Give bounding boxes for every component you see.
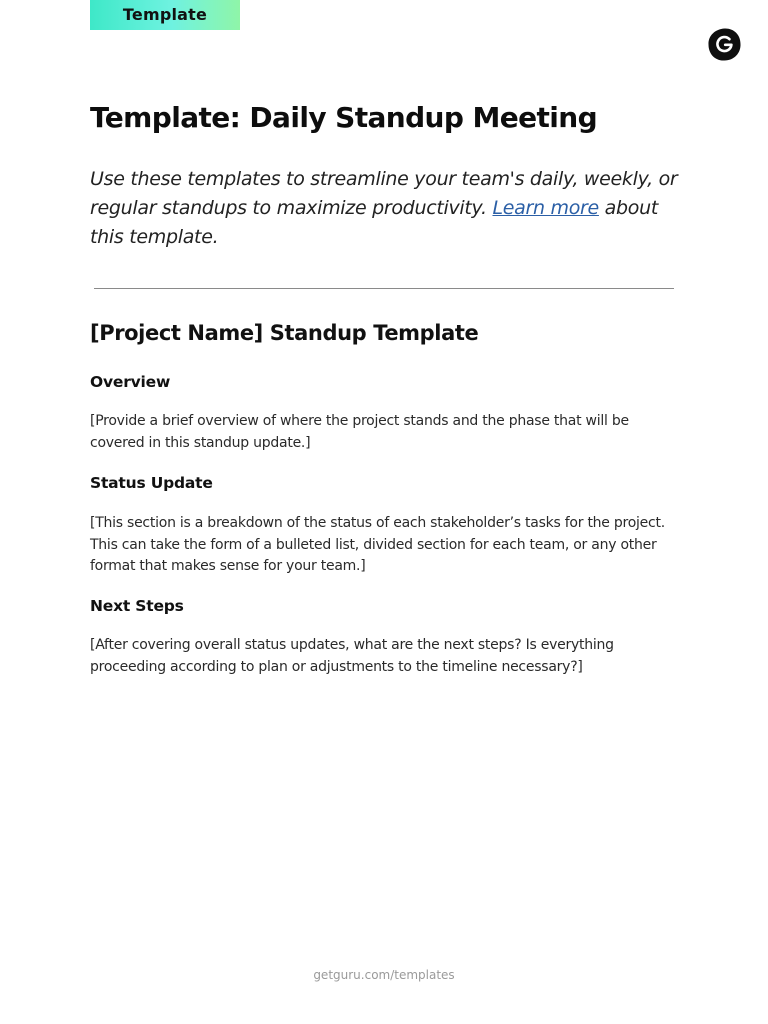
intro-paragraph bbox=[90, 165, 690, 252]
intro-text-before: Use these templates to streamline your team's daily, weekly, or regular standups to maximize productivity. bbox=[90, 168, 678, 219]
guru-logo-icon bbox=[707, 27, 742, 62]
template-tag-label: Template bbox=[122, 4, 208, 24]
overview-heading: Overview bbox=[90, 373, 171, 391]
template-tag bbox=[90, 0, 240, 30]
page-title: Template: Daily Standup Meeting bbox=[90, 101, 598, 134]
learn-more-link[interactable]: Learn more bbox=[492, 197, 599, 219]
next-steps-body: [After covering overall status updates, what are the next steps? Is everything proceeding according to plan or adjustments to the timeline necessary?] bbox=[90, 637, 614, 675]
footer-url: getguru.com/templates bbox=[313, 968, 455, 982]
status-update-heading: Status Update bbox=[90, 474, 213, 492]
status-update-body: [This section is a breakdown of the status of each stakeholder’s tasks for the project. This can take the form of a bulleted list, divided section for each team, or any other format that makes sense for your team.] bbox=[90, 515, 665, 574]
intro-text-after: about this template. bbox=[90, 197, 658, 248]
divider bbox=[94, 288, 674, 289]
overview-body: [Provide a brief overview of where the project stands and the phase that will be covered in this standup update.] bbox=[90, 413, 629, 451]
section-title: [Project Name] Standup Template bbox=[90, 321, 479, 345]
next-steps-heading: Next Steps bbox=[90, 597, 184, 615]
